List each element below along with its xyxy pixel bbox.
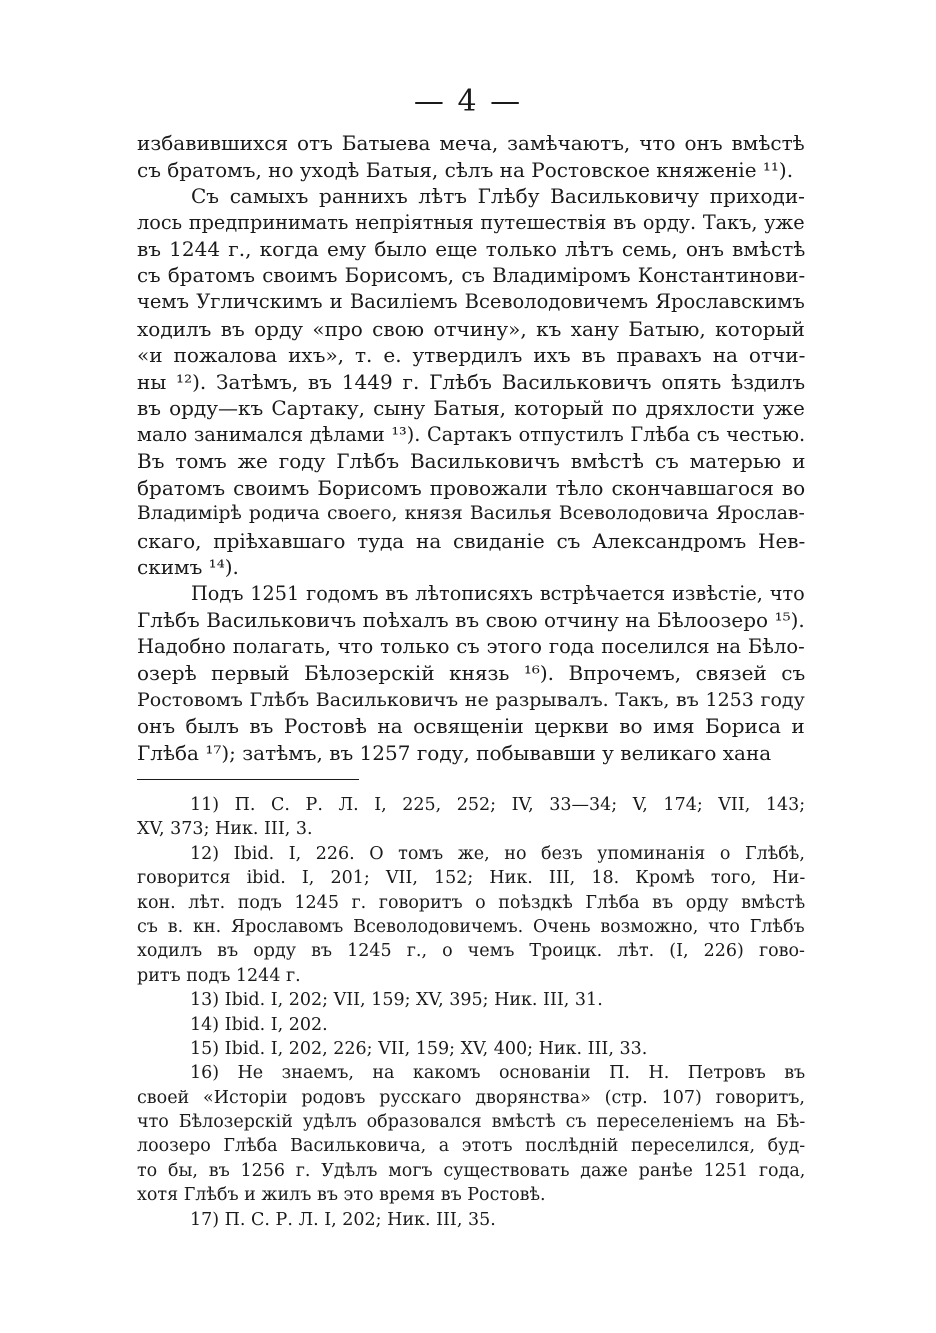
text-line: онъ былъ въ Ростовѣ на освященіи церкви во имя Бориса и (137, 714, 805, 738)
text-line: ходилъ въ орду «про свою отчину», къ хану Батыю, который (137, 316, 805, 341)
footnote-line: кон. лѣт. подъ 1245 г. говоритъ о поѣздкѣ Глѣба въ орду вмѣстѣ (137, 892, 806, 913)
text-line: озерѣ первый Бѣлозерскій князь ¹⁶). Впрочемъ, связей съ (137, 661, 806, 685)
text-line: мало занимался дѣлами ¹³). Сартакъ отпустилъ Глѣба съ честью. (137, 422, 806, 446)
footnote-line: лоозеро Глѣба Васильковича, а этотъ послѣдній переселился, буд- (137, 1136, 806, 1157)
text-line: избавившихся отъ Батыева меча, замѣчаютъ, что онъ вмѣстѣ (137, 131, 805, 155)
footnote-line: ходилъ въ орду въ 1245 г., о чемъ Троицк. лѣт. (I, 226) гово- (137, 941, 805, 962)
footnote-line: 13) Ibid. I, 202; VII, 159; XV, 395; Ник. III, 31. (190, 990, 603, 1011)
text-line: съ братомъ, но уходѣ Батыя, сѣлъ на Ростовское княженіе ¹¹). (137, 157, 794, 182)
text-line: Глѣбъ Васильковичъ поѣхалъ въ свою отчину на Бѣлоозеро ¹⁵). (137, 608, 805, 632)
text-line: Ростовомъ Глѣбъ Васильковичъ не разрывалъ. Такъ, въ 1253 году (137, 688, 805, 711)
footnote-line: 14) Ibid. I, 202. (190, 1014, 328, 1035)
text-line: лось предпринимать непріятныя путешествія въ орду. Такъ, уже (137, 210, 805, 234)
footnote-line: 16) Не знаемъ, на какомъ основаніи П. Н. Петровъ въ (190, 1063, 806, 1084)
text-line: въ 1244 г., когда ему было еще только лѣтъ семь, онъ вмѣстѣ (137, 237, 806, 261)
text-line: Подъ 1251 годомъ въ лѣтописяхъ встрѣчается извѣстіе, что (191, 581, 805, 605)
text-line: Владимірѣ родича своего, князя Василья Всеволодовича Ярослав- (137, 503, 805, 524)
footnote-line: 11) П. С. Р. Л. I, 225, 252; IV, 33—34; V, 174; VII, 143; (190, 795, 806, 815)
page-number: — 4 — (413, 84, 523, 119)
text-line: братомъ своимъ Борисомъ провожали тѣло скончавшагося во (137, 475, 806, 500)
main-text (137, 130, 805, 766)
footnote-divider (137, 779, 359, 780)
text-line: скимъ ¹⁴). (137, 555, 239, 579)
footnote-line: съ в. кн. Ярославомъ Всеволодовичемъ. Очень возможно, что Глѣбъ (137, 916, 805, 937)
footnote-line: ритъ подъ 1244 г. (137, 965, 301, 986)
text-line: Надобно полагать, что только съ этого года поселился на Бѣло- (137, 634, 805, 658)
footnote-line: XV, 373; Ник. III, 3. (137, 819, 313, 840)
text-line: съ братомъ своимъ Борисомъ, съ Владиміромъ Константинови- (137, 263, 806, 287)
text-line: въ орду—къ Сартаку, сыну Батыя, который по дряхлости уже (137, 396, 805, 420)
text-line: Глѣба ¹⁷); затѣмъ, въ 1257 году, побывавши у великаго хана (137, 740, 772, 765)
footnote-line: своей «Исторіи родовъ русскаго дворянства» (стр. 107) говоритъ, (137, 1087, 805, 1108)
footnote-line: 17) П. С. Р. Л. I, 202; Ник. III, 35. (190, 1209, 496, 1230)
text-line: Съ самыхъ раннихъ лѣтъ Глѣбу Васильковичу приходи- (191, 184, 805, 208)
footnote-line: говорится ibid. I, 201; VII, 152; Ник. III, 18. Кромѣ того, Ни- (137, 868, 806, 889)
footnote-line: 12) Ibid. I, 226. О томъ же, но безъ упоминанія о Глѣбѣ, (190, 843, 805, 864)
footnote-line: то бы, въ 1256 г. Удѣлъ могъ существовать даже ранѣе 1251 года, (137, 1160, 806, 1181)
text-line: «и пожалова ихъ», т. е. утвердилъ ихъ въ правахъ на отчи- (137, 343, 806, 367)
text-line: скаго, пріѣхавшаго туда на свиданіе съ Александромъ Нев- (137, 528, 806, 553)
footnotes (137, 793, 805, 1232)
footnote-line: хотя Глѣбъ и жилъ въ это время въ Ростовѣ. (137, 1185, 546, 1206)
text-line: ны ¹²). Затѣмъ, въ 1449 г. Глѣбъ Васильковичъ опять ѣздилъ (137, 369, 806, 394)
footnote-line: что Бѣлозерскій удѣлъ образовался вмѣстѣ съ переселеніемъ на Бѣ- (137, 1112, 806, 1133)
text-line: чемъ Угличскимъ и Василіемъ Всеволодовичемъ Ярославскимъ (137, 290, 805, 313)
footnote-line: 15) Ibid. I, 202, 226; VII, 159; XV, 400; Ник. III, 33. (190, 1038, 648, 1059)
text-line: Въ томъ же году Глѣбъ Васильковичъ вмѣстѣ съ матерью и (137, 449, 806, 473)
